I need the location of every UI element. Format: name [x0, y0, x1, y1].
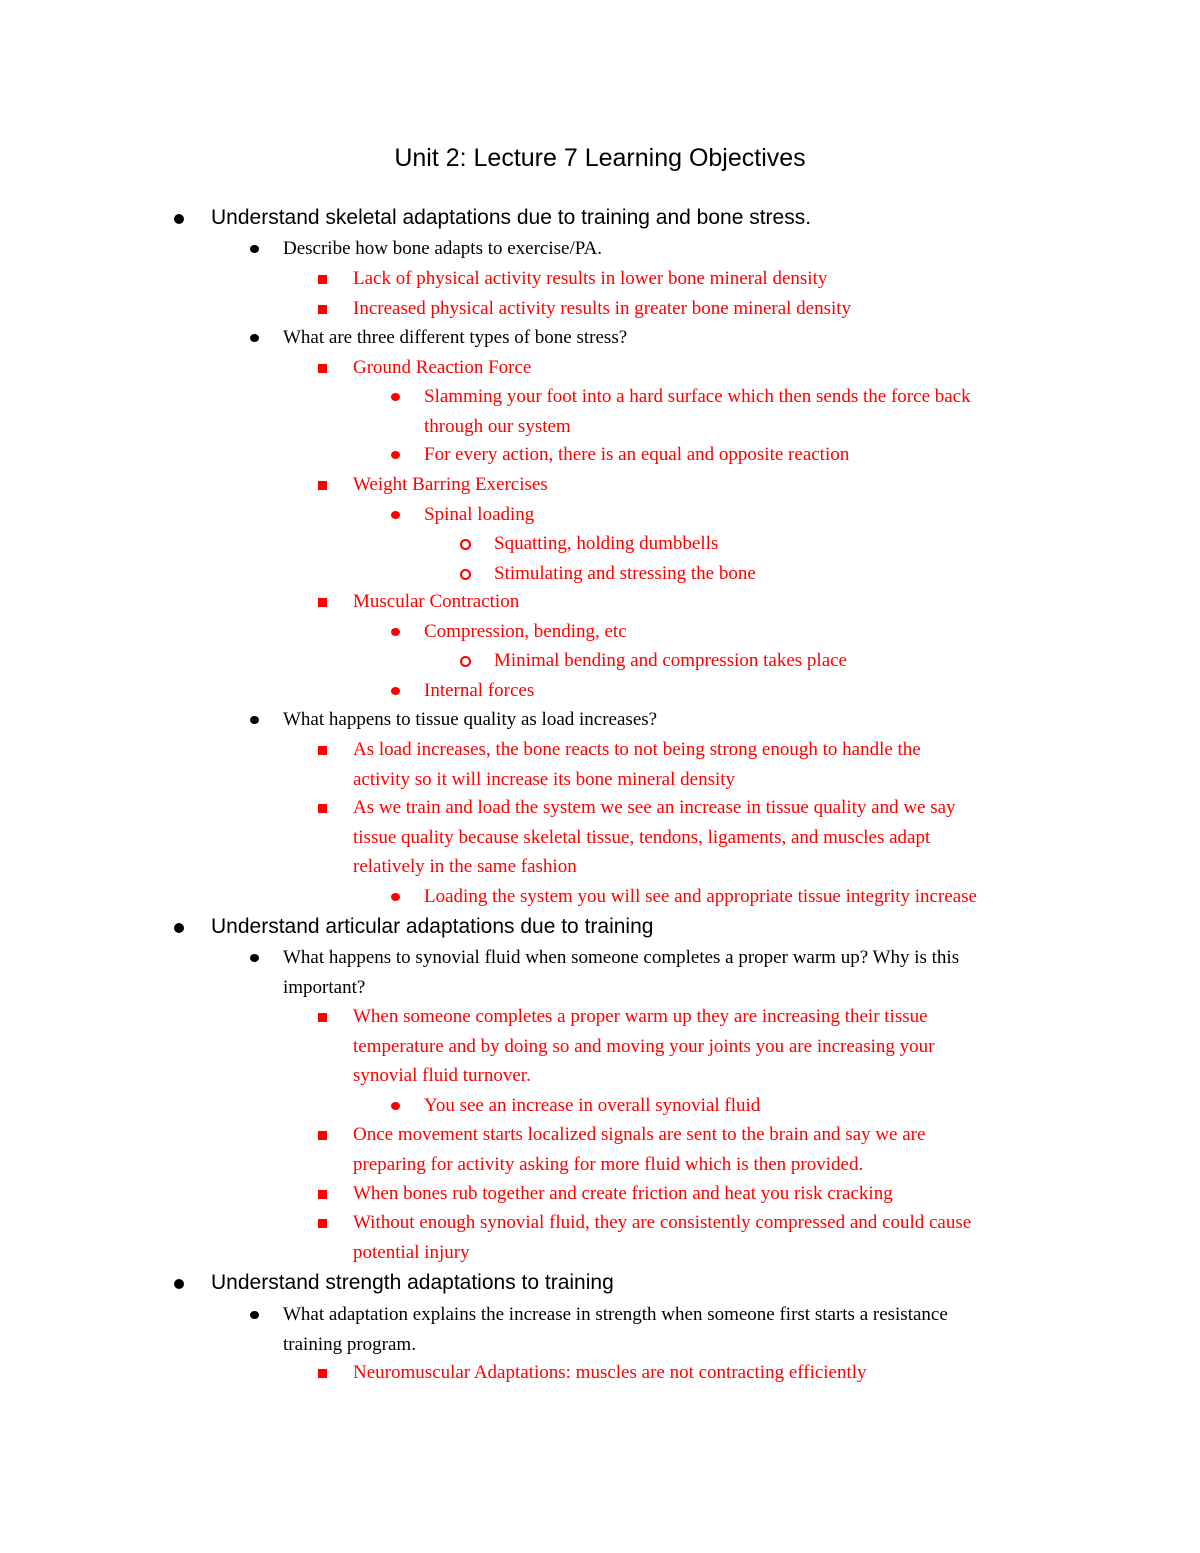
bullet-dot-icon [391, 451, 400, 459]
bullet-square-icon [318, 364, 327, 373]
bullet-dot-icon [391, 893, 400, 901]
bullet-square-icon [318, 1013, 327, 1022]
item-text [283, 943, 959, 1002]
item-text [353, 735, 921, 794]
item-text [353, 1120, 925, 1179]
item-text: Understand skeletal adaptations due to training and bone stress. [211, 206, 812, 229]
item-text: Loading the system you will see and appropriate tissue integrity increase [424, 886, 977, 907]
bullet-circle-icon [460, 569, 471, 580]
item-text-line: training program. [283, 1333, 416, 1355]
bullet-dot-icon [250, 334, 259, 342]
item-text: Neuromuscular Adaptations: muscles are not contracting efficiently [353, 1362, 867, 1383]
item-text-line: What happens to synovial fluid when someone completes a proper warm up? Why is this [283, 947, 960, 968]
bullet-dot-icon [391, 511, 400, 519]
bullet-square-icon [318, 598, 327, 607]
item-text: What are three different types of bone stress? [283, 327, 628, 348]
item-text-line: synovial fluid turnover. [353, 1065, 531, 1086]
item-text: You see an increase in overall synovial fluid [424, 1095, 761, 1116]
item-text: Weight Barring Exercises [353, 474, 548, 495]
item-text-line: preparing for activity asking for more fluid which is then provided. [353, 1153, 864, 1175]
item-text: Stimulating and stressing the bone [494, 563, 756, 584]
item-text: When bones rub together and create friction and heat you risk cracking [353, 1183, 893, 1204]
item-text-line: Once movement starts localized signals are sent to the brain and say we are [353, 1124, 926, 1145]
item-text-line: relatively in the same fashion [353, 856, 577, 877]
page-title: Unit 2: Lecture 7 Learning Objectives [394, 144, 806, 172]
item-text: Internal forces [424, 680, 535, 701]
bullet-square-icon [318, 481, 327, 490]
item-text: Lack of physical activity results in lower bone mineral density [353, 268, 828, 289]
item-text [353, 793, 956, 882]
bullet-square-icon [318, 1131, 327, 1140]
bullet-circle-icon [460, 656, 471, 667]
item-text-line: temperature and by doing so and moving your joints you are increasing your [353, 1035, 935, 1057]
item-text-line: Slamming your foot into a hard surface which then sends the force back [424, 386, 971, 407]
bullet-dot-icon [391, 1102, 400, 1110]
item-text: Muscular Contraction [353, 591, 520, 612]
item-text-line: through our system [424, 415, 571, 437]
item-text [353, 1208, 971, 1267]
item-text-line: As we train and load the system we see an increase in tissue quality and we say [353, 797, 956, 818]
bullet-circle-icon [460, 539, 471, 550]
bullet-dot-icon [250, 245, 259, 253]
bullet-dot-icon [250, 716, 259, 724]
item-text: Increased physical activity results in greater bone mineral density [353, 298, 852, 319]
bullet-square-icon [318, 746, 327, 755]
item-text: Describe how bone adapts to exercise/PA. [283, 238, 603, 259]
item-text-line: What adaptation explains the increase in strength when someone first starts a resistance [283, 1304, 948, 1325]
item-text-line: Without enough synovial fluid, they are consistently compressed and could cause [353, 1212, 972, 1233]
item-text: Minimal bending and compression takes place [494, 650, 847, 671]
bullet-dot-icon [174, 1279, 184, 1289]
item-text [424, 382, 971, 441]
bullet-square-icon [318, 804, 327, 813]
bullet-dot-icon [391, 628, 400, 636]
bullet-dot-icon [250, 954, 259, 962]
item-text-line: As load increases, the bone reacts to not being strong enough to handle the [353, 739, 921, 760]
item-text: Spinal loading [424, 504, 535, 525]
bullet-square-icon [318, 1369, 327, 1378]
bullet-dot-icon [250, 1311, 259, 1319]
item-text-line: When someone completes a proper warm up they are increasing their tissue [353, 1006, 928, 1027]
item-text: What happens to tissue quality as load increases? [283, 709, 658, 730]
item-text-line: activity so it will increase its bone mineral density [353, 768, 736, 790]
item-text-line: tissue quality because skeletal tissue, tendons, ligaments, and muscles adapt [353, 826, 931, 848]
item-text: Ground Reaction Force [353, 357, 532, 378]
item-text-line: potential injury [353, 1241, 470, 1263]
item-text: Understand strength adaptations to training [211, 1271, 614, 1294]
item-text-line: important? [283, 976, 366, 998]
bullet-dot-icon [391, 393, 400, 401]
bullet-square-icon [318, 305, 327, 314]
item-text: Understand articular adaptations due to training [211, 915, 654, 938]
item-text: Squatting, holding dumbbells [494, 533, 719, 554]
bullet-dot-icon [174, 923, 184, 933]
item-text: Compression, bending, etc [424, 621, 627, 642]
bullet-dot-icon [391, 687, 400, 695]
item-text [353, 1002, 934, 1091]
bullet-square-icon [318, 1219, 327, 1228]
item-text: For every action, there is an equal and opposite reaction [424, 444, 850, 465]
item-text [283, 1300, 948, 1359]
bullet-square-icon [318, 1190, 327, 1199]
bullet-square-icon [318, 275, 327, 284]
bullet-dot-icon [174, 214, 184, 224]
